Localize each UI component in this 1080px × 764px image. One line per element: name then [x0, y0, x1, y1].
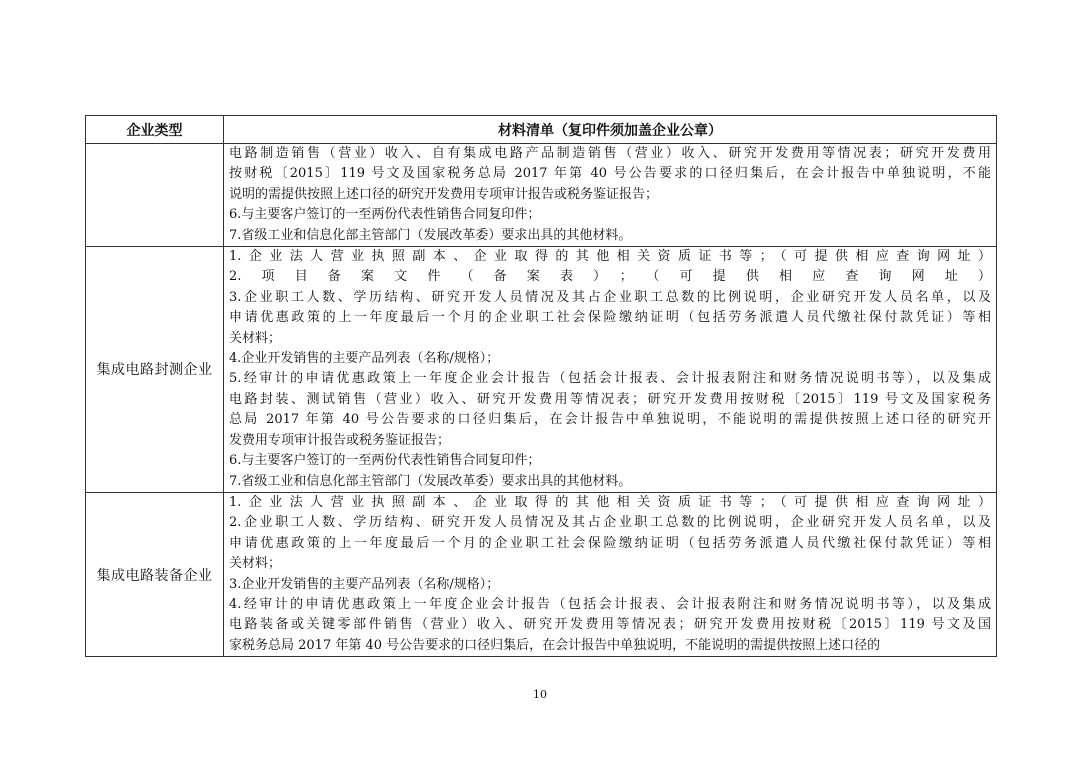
- materials-line: 按财税〔2015〕119 号文及国家税务总局 2017 年第 40 号公告要求的口径归集后，在会计报告中单独说明，不能: [229, 166, 991, 182]
- materials-line: 家税务总局 2017 年第 40 号公告要求的口径归集后，在会计报告中单独说明，不能说明的需提供按照上述口径的: [229, 637, 881, 653]
- materials-line: 2.项目备案文件（备案表）；（可提供相应查询网址）: [229, 269, 991, 285]
- materials-line: 1.企业法人营业执照副本、企业取得的其他相关资质证书等；（可提供相应查询网址）: [229, 249, 991, 265]
- materials-line: 说明的需提供按照上述口径的研究开发费用专项审计报告或税务鉴证报告；: [229, 186, 659, 202]
- materials-line: 电路封装、测试销售（营业）收入、研究开发费用等情况表；研究开发费用按财税〔2015〕119 号文及国家税务: [229, 391, 991, 407]
- materials-cell: [224, 144, 997, 247]
- table-row: [86, 247, 997, 493]
- materials-line: 申请优惠政策的上一年度最后一个月的企业职工社会保险缴纳证明（包括劳务派遣人员代缴社保付款凭证）等相: [229, 310, 991, 326]
- materials-line: 6.与主要客户签订的一至两份代表性销售合同复印件；: [229, 453, 541, 469]
- table-row: [86, 144, 997, 247]
- materials-line: 4.经审计的申请优惠政策上一年度企业会计报告（包括会计报表、会计报表附注和财务情况说明书等），以及集成: [229, 596, 991, 612]
- materials-line: 总局 2017 年第 40 号公告要求的口径归集后，在会计报告中单独说明，不能说明的需提供按照上述口径的研究开: [229, 412, 991, 428]
- enterprise-type-cell: [86, 144, 224, 247]
- materials-line: 发费用专项审计报告或税务鉴证报告；: [229, 432, 451, 448]
- materials-line: 电路制造销售（营业）收入、自有集成电路产品制造销售（营业）收入、研究开发费用等情况表；研究开发费用: [229, 146, 991, 161]
- materials-cell: [224, 492, 997, 656]
- header-enterprise-type: 企业类型: [86, 116, 224, 144]
- page-number: 10: [533, 688, 547, 701]
- table-body: [86, 144, 997, 657]
- materials-line: 4.企业开发销售的主要产品列表（名称/规格）；: [229, 351, 500, 367]
- materials-line: 6.与主要客户签订的一至两份代表性销售合同复印件；: [229, 207, 541, 223]
- materials-line: 申请优惠政策的上一年度最后一个月的企业职工社会保险缴纳证明（包括劳务派遣人员代缴社保付款凭证）等相: [229, 535, 991, 551]
- materials-line: 2.企业职工人数、学历结构、研究开发人员情况及其占企业职工总数的比例说明，企业研究开发人员名单，以及: [229, 515, 991, 531]
- materials-line: 5.经审计的申请优惠政策上一年度企业会计报告（包括会计报表、会计报表附注和财务情况说明书等），以及集成: [229, 371, 991, 387]
- materials-cell: [224, 247, 997, 493]
- table-row: [86, 492, 997, 656]
- materials-line: 关材料；: [229, 556, 282, 572]
- materials-line: 电路装备或关键零部件销售（营业）收入、研究开发费用等情况表；研究开发费用按财税〔2015〕119 号文及国: [229, 617, 991, 633]
- materials-line: 7.省级工业和信息化部主管部门（发展改革委）要求出具的其他材料。: [229, 227, 632, 243]
- enterprise-type-cell: 集成电路封测企业: [86, 247, 224, 493]
- materials-line: 3.企业开发销售的主要产品列表（名称/规格）；: [229, 576, 500, 592]
- materials-line: 1.企业法人营业执照副本、企业取得的其他相关资质证书等；（可提供相应查询网址）: [229, 494, 991, 510]
- materials-line: 7.省级工业和信息化部主管部门（发展改革委）要求出具的其他材料。: [229, 473, 632, 489]
- materials-line: 关材料；: [229, 330, 282, 346]
- header-materials-list: 材料清单（复印件须加盖企业公章）: [224, 116, 997, 144]
- enterprise-type-cell: 集成电路装备企业: [86, 492, 224, 656]
- materials-line: 3.企业职工人数、学历结构、研究开发人员情况及其占企业职工总数的比例说明，企业研究开发人员名单，以及: [229, 289, 991, 305]
- table-header-row: [86, 116, 997, 144]
- materials-table: [85, 115, 997, 657]
